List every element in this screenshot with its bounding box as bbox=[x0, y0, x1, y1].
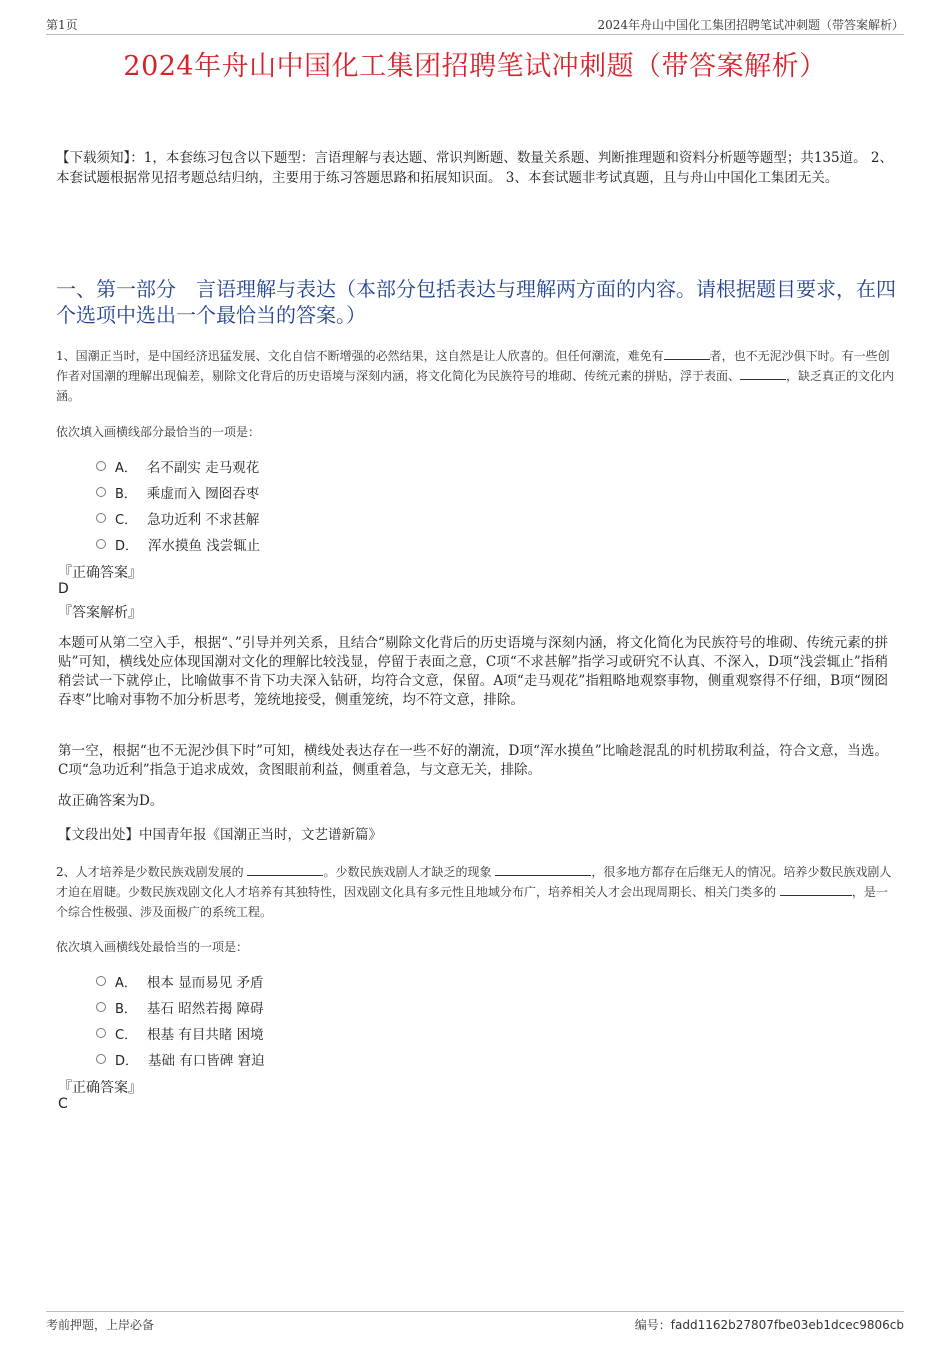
correct-answer: D bbox=[58, 581, 69, 597]
option-d[interactable]: D． 浑水摸鱼 浅尝辄止 bbox=[96, 531, 260, 557]
question-1-prompt: 依次填入画横线部分最恰当的一项是： bbox=[56, 425, 261, 439]
document-title: 2024年舟山中国化工集团招聘笔试冲刺题（带答案解析） bbox=[123, 51, 827, 82]
page-footer bbox=[46, 1311, 904, 1336]
radio-icon[interactable] bbox=[96, 513, 106, 523]
download-notice: 【下载须知】：1，本套练习包含以下题型：言语理解与表达题、常识判断题、数量关系题、判断推理题和资料分析题等题型；共135道。 2、本套试题根据常见招考题总结归纳，主要用于练习答题思路和拓展知识面。 3、本套试题非考试真题，且与舟山中国化工集团无关。 bbox=[56, 150, 893, 186]
analysis-conclusion: 故正确答案为D。 bbox=[58, 793, 164, 809]
question-2-text: 2、人才培养是少数民族戏剧发展的 。少数民族戏剧人才缺乏的现象 ，很多地方都存在后继无人的情况。培养少数民族戏剧人才迫在眉睫。少数民族戏剧文化人才培养有其独特性，因戏剧文化具有多元性且地域分布广，培养相关人才会出现周期长、相关门类多的 ，是一个综合性极强、涉及面极广的系统工程。 bbox=[56, 865, 892, 919]
radio-icon[interactable] bbox=[96, 539, 106, 549]
question-2-prompt: 依次填入画横线处最恰当的一项是： bbox=[56, 940, 249, 954]
radio-icon[interactable] bbox=[96, 1002, 106, 1012]
question-2-options bbox=[96, 968, 265, 1072]
correct-answer-label: 『正确答案』 bbox=[58, 565, 142, 581]
question-1-options bbox=[96, 453, 260, 557]
fill-blank bbox=[664, 347, 710, 360]
analysis-label: 『答案解析』 bbox=[58, 605, 142, 621]
source-citation: 【文段出处】中国青年报《国潮正当时，文艺谱新篇》 bbox=[58, 827, 382, 843]
radio-icon[interactable] bbox=[96, 487, 106, 497]
fill-blank bbox=[495, 863, 591, 876]
correct-answer-label: 『正确答案』 bbox=[58, 1080, 142, 1096]
section-title: 一、第一部分 言语理解与表达（本部分包括表达与理解两方面的内容。请根据题目要求，在四个选项中选出一个最恰当的答案。） bbox=[56, 277, 896, 327]
analysis-paragraph: 第一空，根据“也不无泥沙俱下时”可知，横线处表达存在一些不好的潮流，D项“浑水摸鱼”比喻趁混乱的时机捞取利益，符合文意，当选。C项“急功近利”指急于追求成效，贪图眼前利益，侧重着急，与文意无关，排除。 bbox=[58, 743, 888, 778]
header-doc-title: 2024年舟山中国化工集团招聘笔试冲刺题（带答案解析） bbox=[597, 18, 904, 32]
fill-blank bbox=[780, 883, 852, 896]
page-header bbox=[46, 14, 904, 35]
option-b[interactable]: B． 基石 昭然若揭 障碍 bbox=[96, 994, 265, 1020]
footer-code: 编号：fadd1162b27807fbe03eb1dcec9806cb bbox=[634, 1318, 904, 1332]
option-a[interactable]: A． 根本 显而易见 矛盾 bbox=[96, 968, 265, 994]
radio-icon[interactable] bbox=[96, 976, 106, 986]
correct-answer: C bbox=[58, 1096, 68, 1112]
fill-blank bbox=[247, 863, 323, 876]
fill-blank bbox=[740, 367, 786, 380]
option-c[interactable]: C． 急功近利 不求甚解 bbox=[96, 505, 260, 531]
analysis-paragraph: 本题可从第二空入手，根据“、”引导并列关系，且结合“剔除文化背后的历史语境与深刻内涵，将文化简化为民族符号的堆砌、传统元素的拼贴”可知，横线处应体现国潮对文化的理解比较浅显，停留于表面之意，C项“不求甚解”指学习或研究不认真、不深入，D项“浅尝辄止”指稍稍尝试一下就停止，比喻做事不肯下功夫深入钻研，均符合文意，保留。A项“走马观花”指粗略地观察事物，侧重观察得不仔细，B项“囫囵吞枣”比喻对事物不加分析思考，笼统地接受，侧重笼统，均不符文意，排除。 bbox=[58, 635, 888, 708]
radio-icon[interactable] bbox=[96, 1054, 106, 1064]
footer-slogan: 考前押题，上岸必备 bbox=[46, 1318, 155, 1332]
option-c[interactable]: C． 根基 有目共睹 困境 bbox=[96, 1020, 265, 1046]
radio-icon[interactable] bbox=[96, 1028, 106, 1038]
page-number: 第1页 bbox=[46, 18, 78, 32]
option-d[interactable]: D． 基础 有口皆碑 窘迫 bbox=[96, 1046, 265, 1072]
option-a[interactable]: A． 名不副实 走马观花 bbox=[96, 453, 260, 479]
radio-icon[interactable] bbox=[96, 461, 106, 471]
question-1-text: 1、国潮正当时，是中国经济迅猛发展、文化自信不断增强的必然结果，这自然是让人欣喜的。但任何潮流，难免有 者，也不无泥沙俱下时。有一些创作者对国潮的理解出现偏差，剔除文化背后的历史语境与深刻内涵，将文化简化为民族符号的堆砌、传统元素的拼贴，浮于表面、 ，缺乏真正的文化内涵。 bbox=[56, 349, 895, 403]
option-b[interactable]: B． 乘虚而入 囫囵吞枣 bbox=[96, 479, 260, 505]
